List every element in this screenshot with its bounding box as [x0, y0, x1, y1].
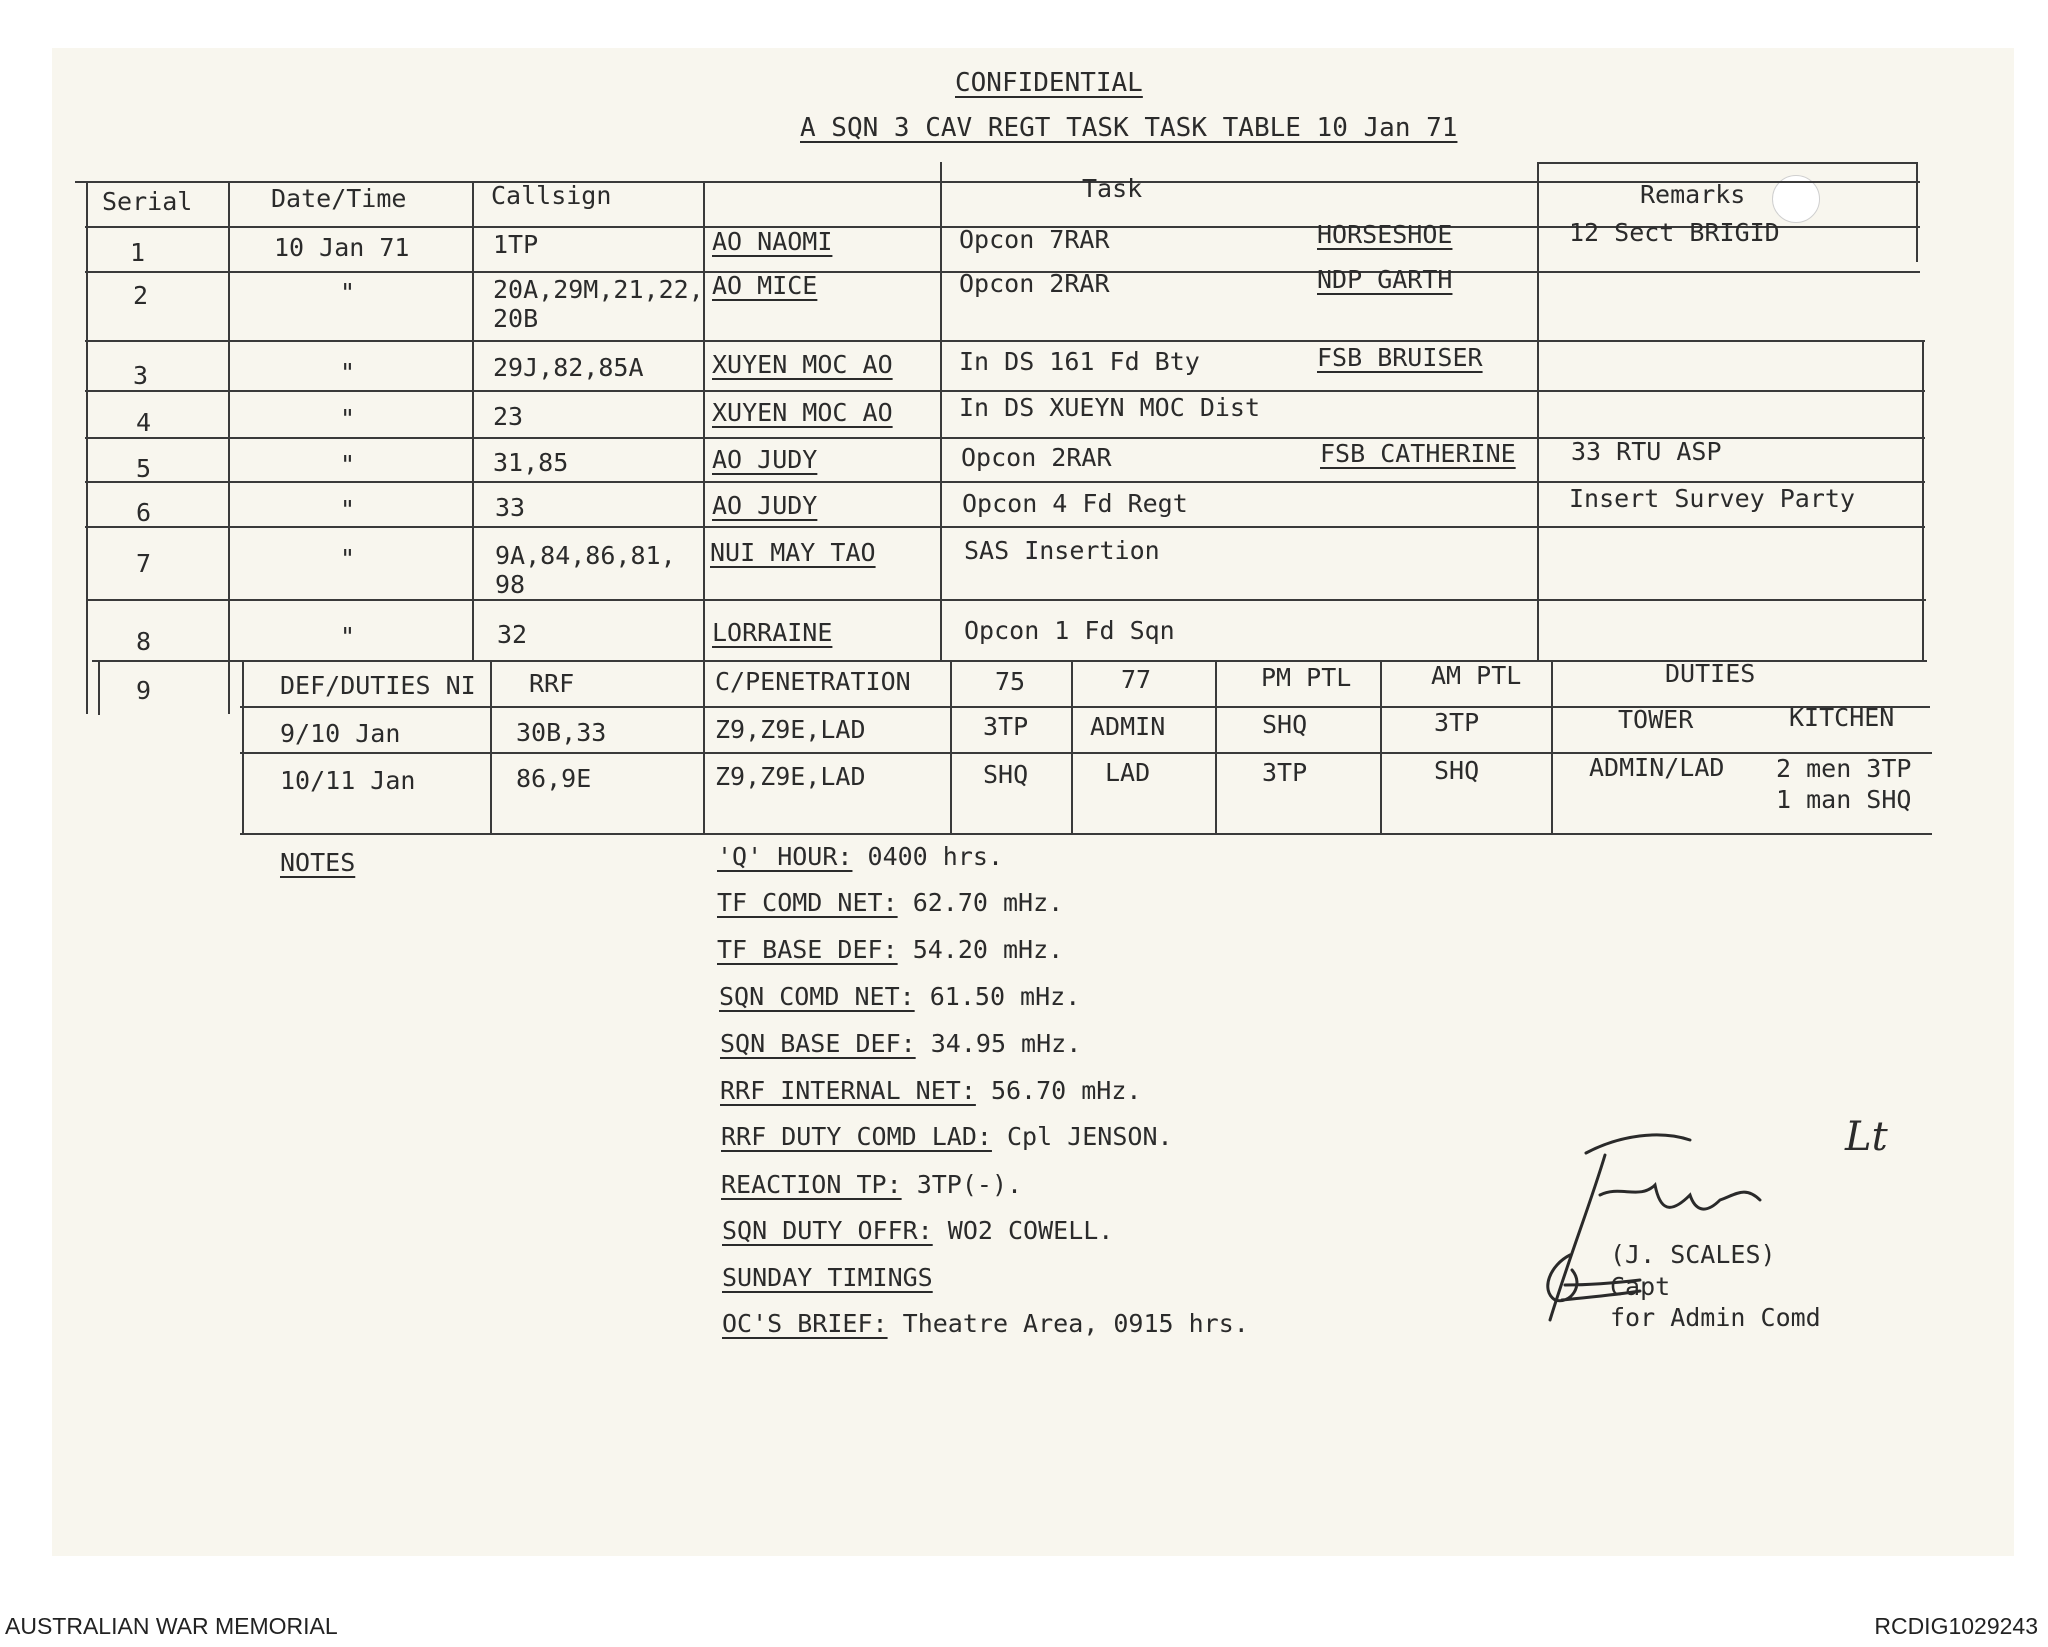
row-8-task: Opcon 1 Fd Sqn [964, 616, 1175, 645]
note-value: 34.95 mHz. [930, 1029, 1082, 1058]
column-divider [1071, 660, 1073, 833]
row-5-task: Opcon 2RAR [961, 443, 1112, 472]
note-item [720, 1076, 1141, 1106]
column-divider [228, 181, 230, 714]
row-3-task: In DS 161 Fd Bty [959, 347, 1200, 376]
table-left-border [86, 181, 88, 714]
note-item [722, 1263, 933, 1293]
duties-row-1-pm-ptl: SHQ [1262, 710, 1308, 739]
note-value: 61.50 mHz. [929, 982, 1081, 1011]
duties-header-am-ptl: AM PTL [1431, 661, 1522, 690]
duties-row-1-penetration: Z9,Z9E,LAD [715, 715, 866, 744]
note-value: Theatre Area, 0915 hrs. [902, 1309, 1249, 1338]
duties-row-2-pm-ptl: 3TP [1262, 758, 1308, 787]
duties-row-1-75: 3TP [983, 712, 1029, 741]
duties-row-2-am-ptl: SHQ [1434, 756, 1480, 785]
table-right-border [1916, 162, 1918, 262]
note-key: TF BASE DEF: [717, 935, 898, 964]
column-divider [1551, 660, 1553, 833]
row-6-remarks: Insert Survey Party [1569, 484, 1855, 513]
row-1-location: HORSESHOE [1317, 220, 1453, 249]
row-divider [85, 526, 1925, 528]
row-divider [85, 340, 1925, 342]
row-7-date: " [340, 544, 356, 573]
row-7-area: NUI MAY TAO [710, 538, 876, 567]
row-4-area: XUYEN MOC AO [712, 398, 893, 427]
row-divider [85, 481, 1925, 483]
note-item [717, 935, 1063, 965]
row-3-callsign: 29J,82,85A [493, 353, 644, 382]
note-value: 0400 hrs. [867, 842, 1003, 871]
row-5-area: AO JUDY [712, 445, 818, 474]
row-2-date: " [340, 278, 356, 307]
row-6-task: Opcon 4 Fd Regt [962, 489, 1188, 518]
row-9-serial: 9 [136, 676, 152, 705]
note-item [722, 1216, 1113, 1246]
note-key: SQN BASE DEF: [720, 1029, 916, 1058]
note-key: SUNDAY TIMINGS [722, 1263, 933, 1292]
row-6-date: " [340, 495, 356, 524]
row-8-callsign: 32 [497, 620, 528, 649]
column-divider [1380, 660, 1382, 833]
signatory-role: for Admin Comd [1610, 1303, 1821, 1332]
row-7-callsign: 9A,84,86,81, 98 [495, 541, 676, 599]
duties-row-2-77: LAD [1105, 758, 1151, 787]
duties-row-2-kitchen: 2 men 3TP 1 man SHQ [1776, 754, 1912, 814]
note-value: 56.70 mHz. [990, 1076, 1142, 1105]
col-header-callsign: Callsign [491, 181, 612, 210]
row-1-date: 10 Jan 71 [274, 233, 410, 262]
table-bottom-line [240, 833, 1932, 835]
row-5-callsign: 31,85 [493, 448, 569, 477]
row-1-task: Opcon 7RAR [959, 225, 1110, 254]
note-value: 54.20 mHz. [912, 935, 1064, 964]
row-2-serial: 2 [133, 281, 149, 310]
row-5-location: FSB CATHERINE [1320, 439, 1516, 468]
row-8-serial: 8 [136, 627, 152, 656]
note-key: SQN COMD NET: [719, 982, 915, 1011]
row-6-serial: 6 [136, 498, 152, 527]
row-4-date: " [340, 404, 356, 433]
signature-rank-handwritten: Lt [1845, 1114, 1888, 1160]
duties-row-1-rrf: 30B,33 [516, 718, 607, 747]
table-left-border [98, 660, 100, 715]
col-header-task: Task [1082, 174, 1143, 203]
column-divider [1215, 660, 1217, 833]
duties-row-2-penetration: Z9,Z9E,LAD [715, 762, 866, 791]
row-6-area: AO JUDY [712, 491, 818, 520]
column-divider [472, 181, 474, 661]
signatory-name: (J. SCALES) [1610, 1240, 1776, 1269]
table-right-border [1922, 340, 1924, 660]
row-8-area: LORRAINE [712, 618, 833, 647]
note-item [721, 1170, 1022, 1200]
note-key: TF COMD NET: [717, 888, 898, 917]
note-key: OC'S BRIEF: [722, 1309, 888, 1338]
duties-row-2-75: SHQ [983, 760, 1029, 789]
remarks-top-line [1538, 162, 1918, 164]
row-2-location: NDP GARTH [1317, 265, 1453, 294]
note-value: 3TP(-). [916, 1170, 1023, 1199]
duties-header-75: 75 [995, 667, 1026, 696]
row-5-remarks: 33 RTU ASP [1571, 437, 1722, 466]
duties-header-pm-ptl: PM PTL [1261, 663, 1352, 692]
row-4-callsign: 23 [493, 402, 524, 431]
row-1-area: AO NAOMI [712, 227, 833, 256]
note-value: WO2 COWELL. [947, 1216, 1114, 1245]
note-item [717, 888, 1063, 918]
duties-row-1-77: ADMIN [1090, 712, 1166, 741]
duties-header-duties: DUTIES [1665, 659, 1756, 688]
row-7-serial: 7 [136, 549, 152, 578]
note-value: Cpl JENSON. [1007, 1122, 1173, 1151]
note-value: 62.70 mHz. [912, 888, 1064, 917]
duties-row-2-tower: ADMIN/LAD [1589, 753, 1725, 782]
row-3-area: XUYEN MOC AO [712, 350, 893, 379]
note-key: RRF DUTY COMD LAD: [721, 1122, 992, 1151]
archive-credit: AUSTRALIAN WAR MEMORIAL [5, 1613, 338, 1639]
row-5-serial: 5 [136, 454, 152, 483]
archive-id: RCDIG1029243 [1874, 1613, 2038, 1639]
row-1-serial: 1 [130, 238, 146, 267]
duties-row-2-rrf: 86,9E [516, 764, 592, 793]
row-1-remarks: 12 Sect BRIGID [1569, 218, 1780, 247]
row-divider [85, 390, 1925, 392]
row-divider [92, 660, 1927, 662]
duties-header-kitchen: KITCHEN [1789, 703, 1895, 732]
row-6-callsign: 33 [495, 493, 526, 522]
col-header-remarks: Remarks [1640, 180, 1746, 209]
row-divider [88, 599, 1926, 601]
note-key: RRF INTERNAL NET: [720, 1076, 976, 1105]
row-4-serial: 4 [136, 408, 152, 437]
note-key: 'Q' HOUR: [717, 842, 853, 871]
col-header-serial: Serial [102, 187, 193, 216]
duties-header-penetration: C/PENETRATION [715, 667, 911, 696]
row-3-location: FSB BRUISER [1317, 343, 1483, 372]
note-item [720, 1029, 1081, 1059]
row-7-task: SAS Insertion [964, 536, 1160, 565]
row-2-area: AO MICE [712, 271, 818, 300]
col-header-datetime: Date/Time [271, 184, 407, 213]
row-4-task: In DS XUEYN MOC Dist [959, 393, 1261, 422]
row-1-callsign: 1TP [493, 230, 539, 259]
duties-header-77: 77 [1121, 665, 1152, 694]
column-divider [1537, 162, 1539, 660]
row-2-task: Opcon 2RAR [959, 269, 1110, 298]
duties-header-tower: TOWER [1618, 705, 1694, 734]
document-title: A SQN 3 CAV REGT TASK TASK TABLE 10 Jan 71 [800, 113, 1458, 143]
notes-heading: NOTES [280, 848, 356, 877]
note-key: REACTION TP: [721, 1170, 902, 1199]
classification-heading: CONFIDENTIAL [955, 68, 1143, 98]
duties-label: DEF/DUTIES NI [280, 671, 476, 700]
column-divider [242, 660, 244, 833]
column-divider [940, 162, 942, 660]
row-3-date: " [340, 358, 356, 387]
signatory-rank: Capt [1610, 1272, 1671, 1301]
row-8-date: " [340, 622, 356, 651]
note-item [722, 1309, 1249, 1339]
row-3-serial: 3 [133, 361, 149, 390]
column-divider [490, 660, 492, 833]
note-item [721, 1122, 1173, 1152]
duties-row-2-date: 10/11 Jan [280, 766, 416, 795]
note-key: SQN DUTY OFFR: [722, 1216, 933, 1245]
duties-row-1-date: 9/10 Jan [280, 719, 401, 748]
duties-header-rrf: RRF [529, 669, 575, 698]
note-item [719, 982, 1080, 1012]
note-item [717, 842, 1003, 872]
duties-row-1-am-ptl: 3TP [1434, 708, 1480, 737]
column-divider [950, 660, 952, 833]
row-2-callsign: 20A,29M,21,22, 20B [493, 275, 704, 333]
row-5-date: " [340, 450, 356, 479]
